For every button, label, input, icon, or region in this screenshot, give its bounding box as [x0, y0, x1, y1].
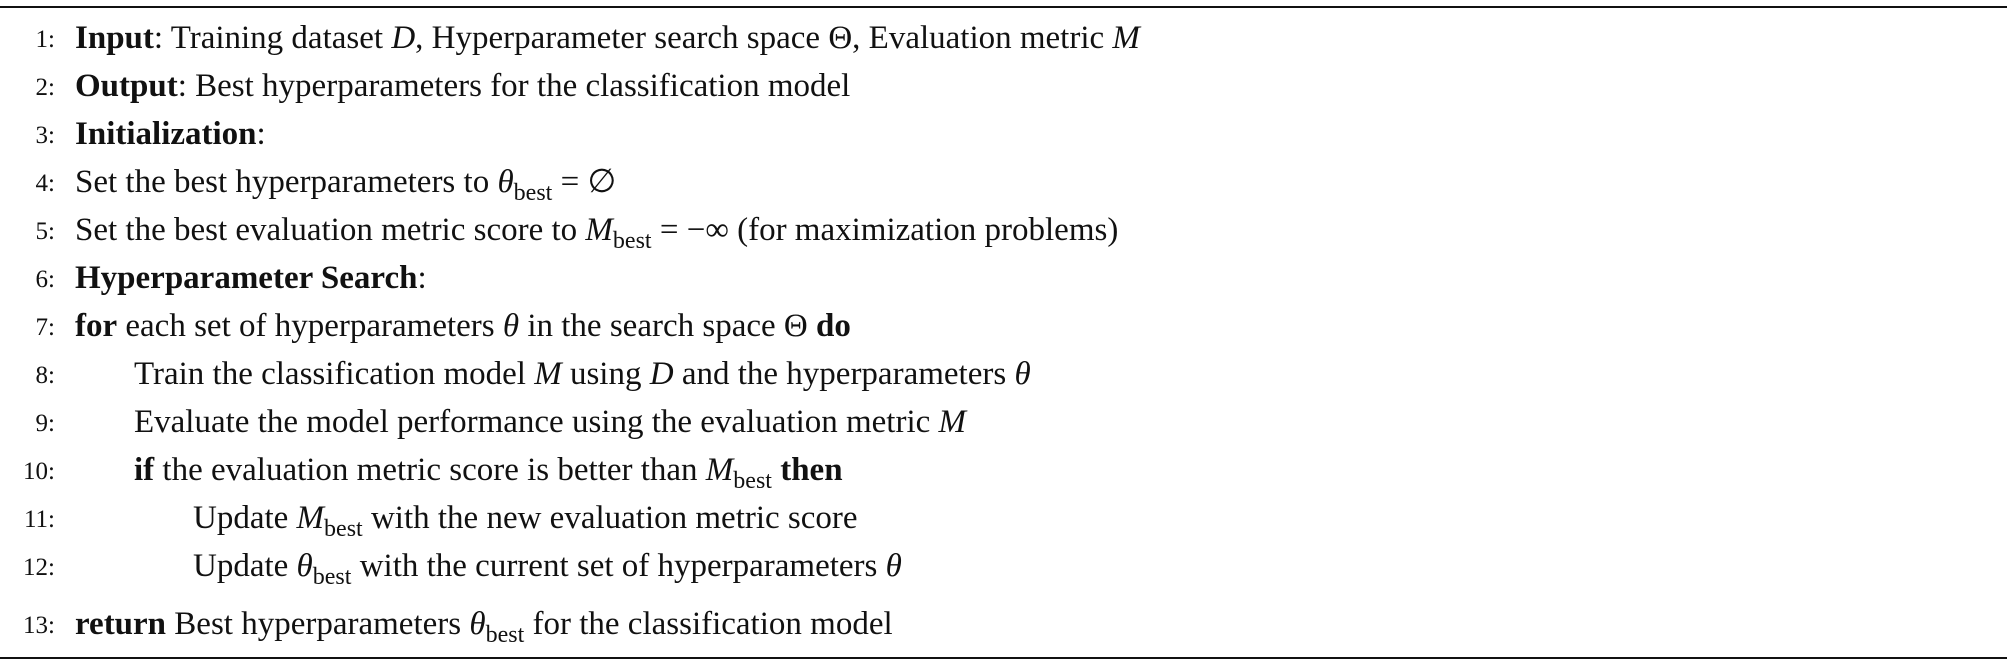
line-content	[75, 110, 266, 158]
line-number: 1:	[35, 26, 55, 53]
line-number: 8:	[35, 362, 55, 389]
algorithm-line-8	[0, 350, 2007, 398]
line-content	[75, 254, 427, 302]
algorithm-line-1	[0, 14, 2007, 62]
line-number: 7:	[35, 314, 55, 341]
math-variable: θ	[469, 606, 486, 642]
keyword-then: then	[771, 452, 843, 488]
keyword-if: if	[134, 452, 155, 488]
algorithm-line-12	[0, 542, 2007, 590]
line-text: for the classification model	[524, 606, 893, 642]
line-content	[75, 14, 1140, 62]
line-text: : Training dataset	[153, 20, 392, 56]
line-text: Set the best evaluation metric score to	[75, 212, 586, 248]
math-subscript: best	[612, 228, 652, 254]
math-variable: θ	[502, 308, 520, 344]
line-content	[75, 600, 893, 648]
line-number: 6:	[35, 266, 55, 293]
line-text: using	[561, 356, 650, 392]
math-variable: M	[938, 404, 967, 440]
line-number: 11:	[23, 506, 55, 533]
algorithm-line-2	[0, 62, 2007, 110]
math-variable: D	[391, 20, 416, 56]
line-text: in the search space Θ	[519, 308, 816, 344]
keyword-hyperparameter-search: Hyperparameter Search	[75, 260, 418, 296]
algorithm-line-10	[0, 446, 2007, 494]
math-variable: M	[1112, 20, 1140, 56]
line-text: Best hyperparameters	[166, 606, 470, 642]
line-number: 5:	[35, 218, 55, 245]
line-text: :	[256, 116, 266, 152]
algorithm-line-13	[0, 600, 2007, 648]
line-content	[75, 206, 1118, 254]
keyword-for: for	[75, 308, 118, 344]
line-text: :	[417, 260, 427, 296]
line-text: = −∞ (for maximization problems)	[651, 212, 1119, 248]
math-subscript: best	[513, 180, 553, 206]
line-text: , Hyperparameter search space Θ, Evaluation metric	[415, 20, 1113, 56]
math-subscript: best	[733, 468, 772, 494]
math-variable: M	[296, 500, 325, 536]
math-variable: M	[534, 356, 562, 392]
algorithm-line-4	[0, 158, 2007, 206]
algorithm-line-7	[0, 302, 2007, 350]
line-number: 2:	[35, 74, 55, 101]
line-number: 9:	[35, 410, 55, 437]
line-content	[193, 542, 902, 590]
keyword-output: Output	[75, 68, 178, 104]
line-content	[134, 398, 966, 446]
math-variable: θ	[1014, 356, 1031, 392]
math-subscript: best	[324, 516, 363, 542]
line-text: = ∅	[552, 164, 617, 200]
math-variable: θ	[885, 548, 902, 584]
line-number: 13:	[23, 612, 55, 639]
keyword-do: do	[815, 308, 851, 344]
algorithm-line-3	[0, 110, 2007, 158]
line-text: Train the classification model	[134, 356, 535, 392]
math-variable: M	[705, 452, 734, 488]
math-subscript: best	[485, 622, 525, 648]
algorithm-bottom-rule	[0, 657, 2007, 659]
line-text: and the hyperparameters	[673, 356, 1015, 392]
math-variable: θ	[497, 164, 514, 200]
algorithm-line-9	[0, 398, 2007, 446]
line-content	[75, 302, 851, 350]
line-content	[75, 62, 850, 110]
keyword-initialization: Initialization	[75, 116, 257, 152]
line-text: Set the best hyperparameters to	[75, 164, 498, 200]
line-text: : Best hyperparameters for the classification model	[177, 68, 851, 104]
line-text: Update	[193, 500, 297, 536]
line-content	[193, 494, 858, 542]
math-subscript: best	[312, 564, 352, 590]
math-variable: θ	[296, 548, 313, 584]
line-text: with the current set of hyperparameters	[351, 548, 886, 584]
line-text: with the new evaluation metric score	[362, 500, 858, 536]
line-content	[134, 446, 843, 494]
line-text: Evaluate the model performance using the evaluation metric	[134, 404, 939, 440]
line-number: 4:	[35, 170, 55, 197]
line-content	[134, 350, 1031, 398]
line-number: 10:	[23, 458, 55, 485]
math-variable: M	[585, 212, 613, 248]
line-text: Update	[193, 548, 297, 584]
keyword-input: Input	[75, 20, 154, 56]
math-variable: D	[649, 356, 674, 392]
line-content	[75, 158, 616, 206]
algorithm-line-6	[0, 254, 2007, 302]
line-text: the evaluation metric score is better than	[154, 452, 706, 488]
line-number: 12:	[23, 554, 55, 581]
line-number: 3:	[35, 122, 55, 149]
algorithm-line-11	[0, 494, 2007, 542]
algorithm-line-5	[0, 206, 2007, 254]
keyword-return: return	[75, 606, 167, 642]
line-text: each set of hyperparameters	[117, 308, 503, 344]
